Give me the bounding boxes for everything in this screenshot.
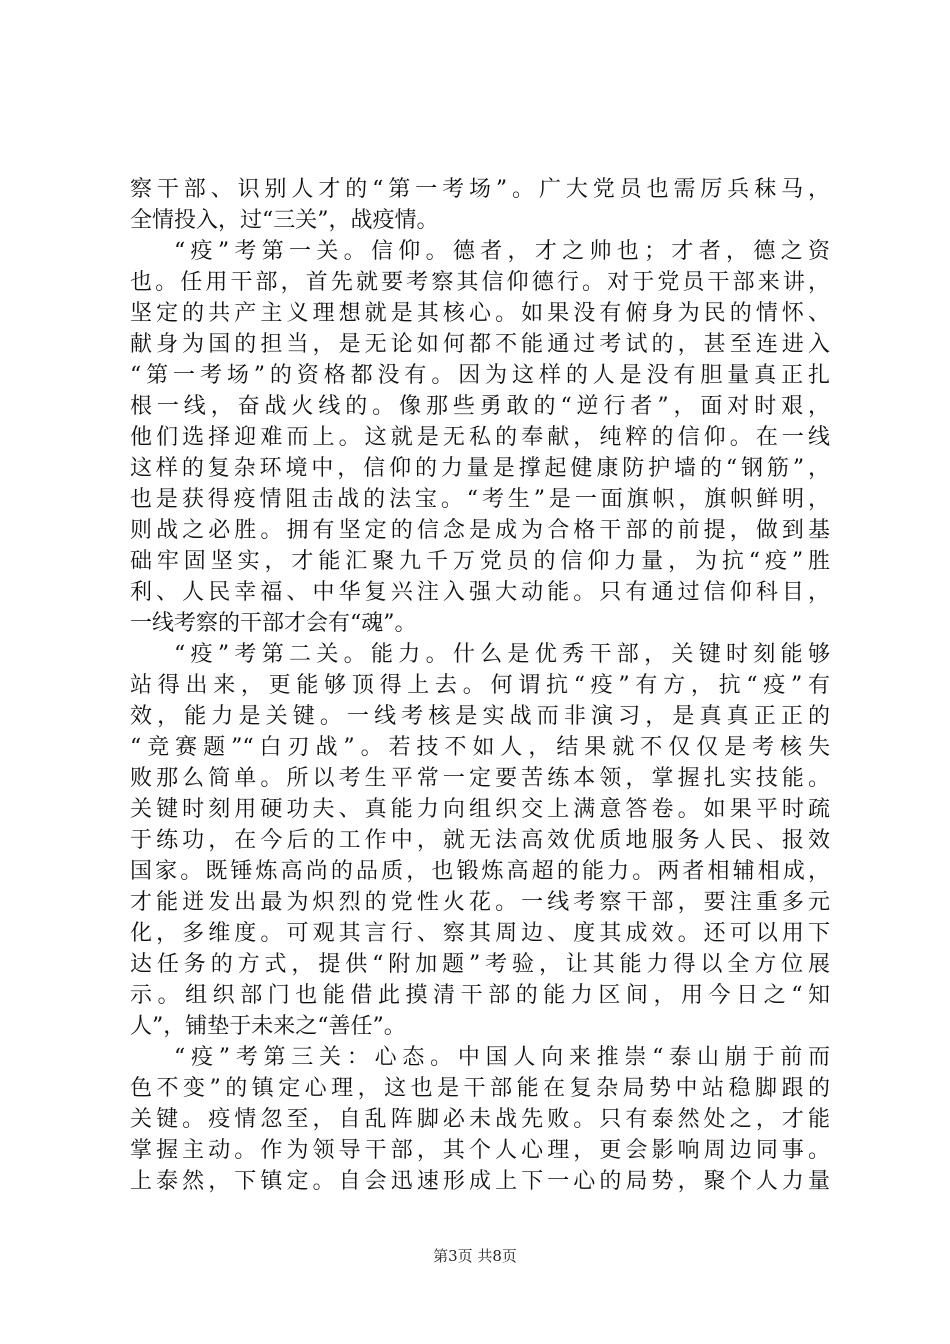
text-line: 掌握主动。作为领导干部，其个人心理，更会影响周边同事。 bbox=[130, 1138, 830, 1163]
text-line: 也是获得疫情阻击战的法宝。“考生”是一面旗帜，旗帜鲜明， bbox=[130, 487, 830, 512]
text-line: 察干部、识别人才的“第一考场”。广大党员也需厉兵秣马， bbox=[130, 177, 830, 202]
page-footer bbox=[0, 1246, 950, 1266]
text-line: 坚定的共产主义理想就是其核心。如果没有俯身为民的情怀、 bbox=[130, 301, 830, 326]
text-line: 达任务的方式，提供“附加题”考验，让其能力得以全方位展 bbox=[130, 952, 830, 977]
text-line: 则战之必胜。拥有坚定的信念是成为合格干部的前提，做到基 bbox=[130, 518, 830, 543]
text-line: “第一考场”的资格都没有。因为这样的人是没有胆量真正扎 bbox=[130, 363, 830, 388]
text-line: 献身为国的担当，是无论如何都不能通过考试的，甚至连进入 bbox=[130, 332, 830, 357]
text-line: “竞赛题”“白刃战”。若技不如人，结果就不仅仅是考核失 bbox=[130, 735, 830, 760]
text-line: 败那么简单。所以考生平常一定要苦练本领，掌握扎实技能。 bbox=[130, 766, 830, 791]
text-line: 站得出来，更能够顶得上去。何谓抗“疫”有方，抗“疫”有 bbox=[130, 673, 830, 698]
text-line: 他们选择迎难而上。这就是无私的奉献，纯粹的信仰。在一线 bbox=[130, 425, 830, 450]
text-line: 才能迸发出最为炽烈的党性火花。一线考察干部，要注重多元 bbox=[130, 890, 830, 915]
text-line: 这样的复杂环境中，信仰的力量是撑起健康防护墙的“钢筋”， bbox=[130, 456, 830, 481]
text-line: 人”，铺垫于未来之“善任”。 bbox=[130, 1014, 406, 1039]
text-line: 一线考察的干部才会有“魂”。 bbox=[130, 611, 417, 636]
paragraph-first-line: “疫”考第三关：心态。中国人向来推崇“泰山崩于前而 bbox=[174, 1045, 830, 1070]
paragraph-first-line: “疫”考第二关。能力。什么是优秀干部，关键时刻能够 bbox=[174, 642, 830, 667]
text-line: 全情投入，过“三关”，战疫情。 bbox=[130, 208, 439, 233]
document-body bbox=[130, 174, 830, 1197]
paragraph-first-line: “疫”考第一关。信仰。德者，才之帅也；才者，德之资 bbox=[174, 239, 830, 264]
text-line: 国家。既锤炼高尚的品质，也锻炼高超的能力。两者相辅相成， bbox=[130, 859, 830, 884]
text-line: 关键。疫情忽至，自乱阵脚必未战先败。只有泰然处之，才能 bbox=[130, 1107, 830, 1132]
text-line: 也。任用干部，首先就要考察其信仰德行。对于党员干部来讲， bbox=[130, 270, 830, 295]
text-line: 础牢固坚实，才能汇聚九千万党员的信仰力量，为抗“疫”胜 bbox=[130, 549, 830, 574]
text-line: 关键时刻用硬功夫、真能力向组织交上满意答卷。如果平时疏 bbox=[130, 797, 830, 822]
page-number: 第3页 共8页 bbox=[433, 1247, 517, 1265]
text-line: 根一线，奋战火线的。像那些勇敢的“逆行者”，面对时艰， bbox=[130, 394, 830, 419]
text-line: 于练功，在今后的工作中，就无法高效优质地服务人民、报效 bbox=[130, 828, 830, 853]
text-line: 化，多维度。可观其言行、察其周边、度其成效。还可以用下 bbox=[130, 921, 830, 946]
text-line: 效，能力是关键。一线考核是实战而非演习，是真真正正的 bbox=[130, 704, 830, 729]
text-line: 示。组织部门也能借此摸清干部的能力区间，用今日之“知 bbox=[130, 983, 830, 1008]
text-line: 上泰然，下镇定。自会迅速形成上下一心的局势，聚个人力量 bbox=[130, 1169, 830, 1194]
text-line: 利、人民幸福、中华复兴注入强大动能。只有通过信仰科目， bbox=[130, 580, 830, 605]
text-line: 色不变”的镇定心理，这也是干部能在复杂局势中站稳脚跟的 bbox=[130, 1076, 830, 1101]
